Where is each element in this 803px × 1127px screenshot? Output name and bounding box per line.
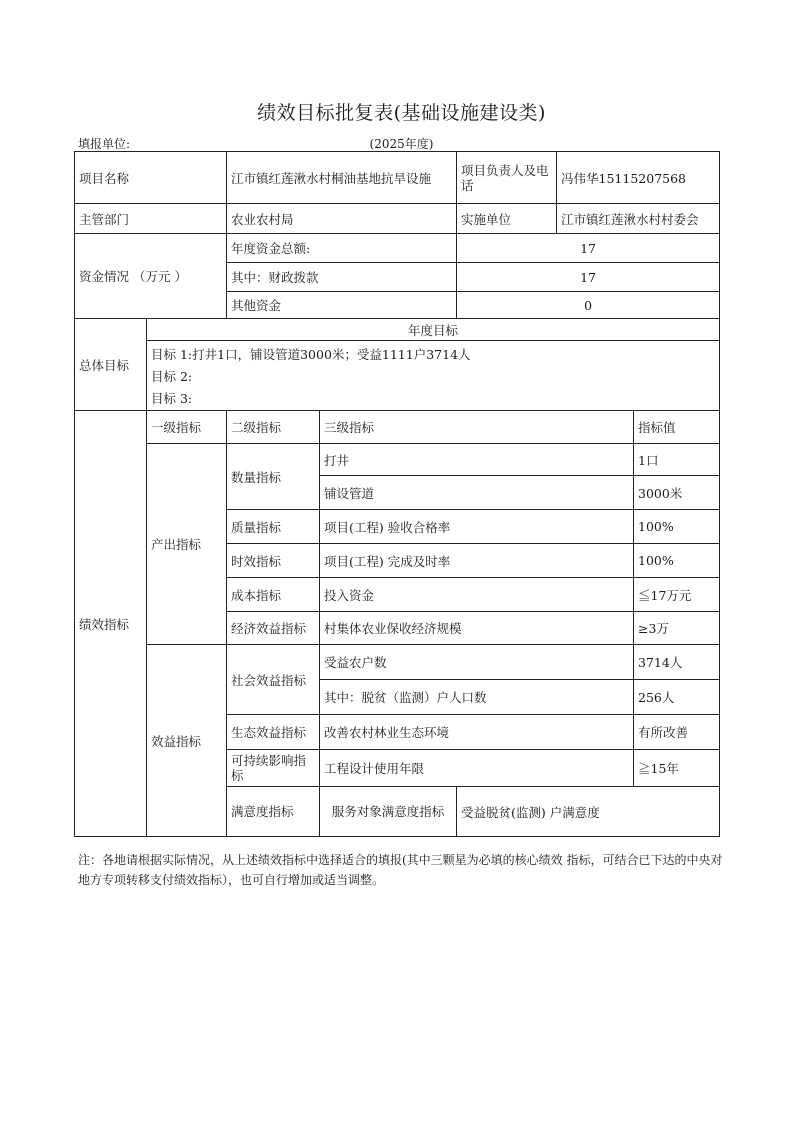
- funds-other-label: 其他资金: [227, 292, 457, 319]
- annual-goal-header: 年度目标: [147, 319, 720, 341]
- footnote: 注：各地请根据实际情况，从上述绩效指标中选择适合的填报(其中三颗星为必填的核心绩效 指标，可结合已下达的中央对地方专项转移支付绩效指标），也可自行增加或适当调整。: [78, 853, 723, 887]
- value-cell: 100%: [634, 510, 720, 544]
- service-satisfaction-label: 服务对象满意度指标: [320, 787, 457, 837]
- output-indicator-label: 产出指标: [147, 444, 227, 645]
- project-name-label: 项目名称: [75, 152, 227, 204]
- funds-total-value: 17: [457, 234, 720, 263]
- value-cell: ≦17万元: [634, 578, 720, 612]
- value-cell: 100%: [634, 544, 720, 578]
- cost-indicator-label: 成本指标: [227, 578, 320, 612]
- value-cell: 256人: [634, 680, 720, 715]
- level3-cell: 村集体农业保收经济规模: [320, 612, 634, 645]
- goals-body-row: [75, 341, 720, 411]
- level3-cell: 铺设管道: [320, 476, 634, 510]
- page-title: 绩效目标批复表(基础设施建设类): [257, 102, 546, 124]
- funds-total-label: 年度资金总额:: [227, 234, 457, 263]
- impl-unit-label: 实施单位: [457, 204, 557, 234]
- level3-cell: 项目(工程) 完成及时率: [320, 544, 634, 578]
- level3-cell: 投入资金: [320, 578, 634, 612]
- level3-cell: 项目(工程) 验收合格率: [320, 510, 634, 544]
- header-level3: 三级指标: [320, 411, 634, 444]
- value-cell: ≧15年: [634, 750, 720, 787]
- header-value: 指标值: [634, 411, 720, 444]
- economic-indicator-label: 经济效益指标: [227, 612, 320, 645]
- dept-row: [75, 204, 720, 234]
- goals-header-row: [75, 319, 720, 341]
- eco-indicator-label: 生态效益指标: [227, 715, 320, 750]
- goal-item: 目标 2:: [151, 369, 193, 384]
- funds-fiscal-value: 17: [457, 263, 720, 292]
- funds-fiscal-label: 其中：财政拨款: [227, 263, 457, 292]
- goal-item: 目标 1:打井1口，铺设管道3000米；受益1111户3714人: [151, 347, 471, 362]
- sustain-indicator-label: 可持续影响指标: [227, 750, 320, 787]
- benefit-indicator-label: 效益指标: [147, 645, 227, 837]
- value-cell: 3000米: [634, 476, 720, 510]
- satisfaction-indicator-label: 满意度指标: [227, 787, 320, 837]
- header-level2: 二级指标: [227, 411, 320, 444]
- quantity-indicator-label: 数量指标: [227, 444, 320, 510]
- timeliness-indicator-label: 时效指标: [227, 544, 320, 578]
- goal-item: 目标 3:: [151, 391, 193, 406]
- header-level1: 一级指标: [147, 411, 227, 444]
- perf-header-row: [75, 411, 720, 444]
- reporting-unit-label: 填报单位:: [78, 137, 131, 151]
- project-leader-value: 冯伟华15115207568: [557, 152, 720, 204]
- value-cell: 有所改善: [634, 715, 720, 750]
- level3-cell: 其中：脱贫（监测）户人口数: [320, 680, 634, 715]
- year-label: (2025年度): [369, 137, 434, 151]
- level3-cell: 打井: [320, 444, 634, 476]
- social-indicator-label: 社会效益指标: [227, 645, 320, 715]
- level3-cell: 受益农户数: [320, 645, 634, 680]
- value-cell: ≥3万: [634, 612, 720, 645]
- table-row: [75, 645, 720, 680]
- goal-list: [147, 341, 720, 411]
- funds-other-value: 0: [457, 292, 720, 319]
- level3-cell: 改善农村林业生态环境: [320, 715, 634, 750]
- overall-goal-label: 总体目标: [75, 319, 147, 411]
- table-row: [75, 444, 720, 476]
- impl-unit-value: 江市镇红莲湫水村村委会: [557, 204, 720, 234]
- performance-target-table: [74, 151, 720, 837]
- dept-value: 农业农村局: [227, 204, 457, 234]
- funds-label: 资金情况 （万元 ）: [75, 234, 227, 319]
- project-name-value: 江市镇红莲湫水村桐油基地抗旱设施: [227, 152, 457, 204]
- value-cell: 1口: [634, 444, 720, 476]
- funds-row: [75, 234, 720, 263]
- perf-indicator-label: 绩效指标: [75, 411, 147, 837]
- project-row: [75, 152, 720, 204]
- project-leader-label: 项目负责人及电话: [457, 152, 557, 204]
- level3-cell: 工程设计使用年限: [320, 750, 634, 787]
- level3-cell: 受益脱贫(监测) 户满意度: [457, 787, 720, 837]
- value-cell: 3714人: [634, 645, 720, 680]
- dept-label: 主管部门: [75, 204, 227, 234]
- quality-indicator-label: 质量指标: [227, 510, 320, 544]
